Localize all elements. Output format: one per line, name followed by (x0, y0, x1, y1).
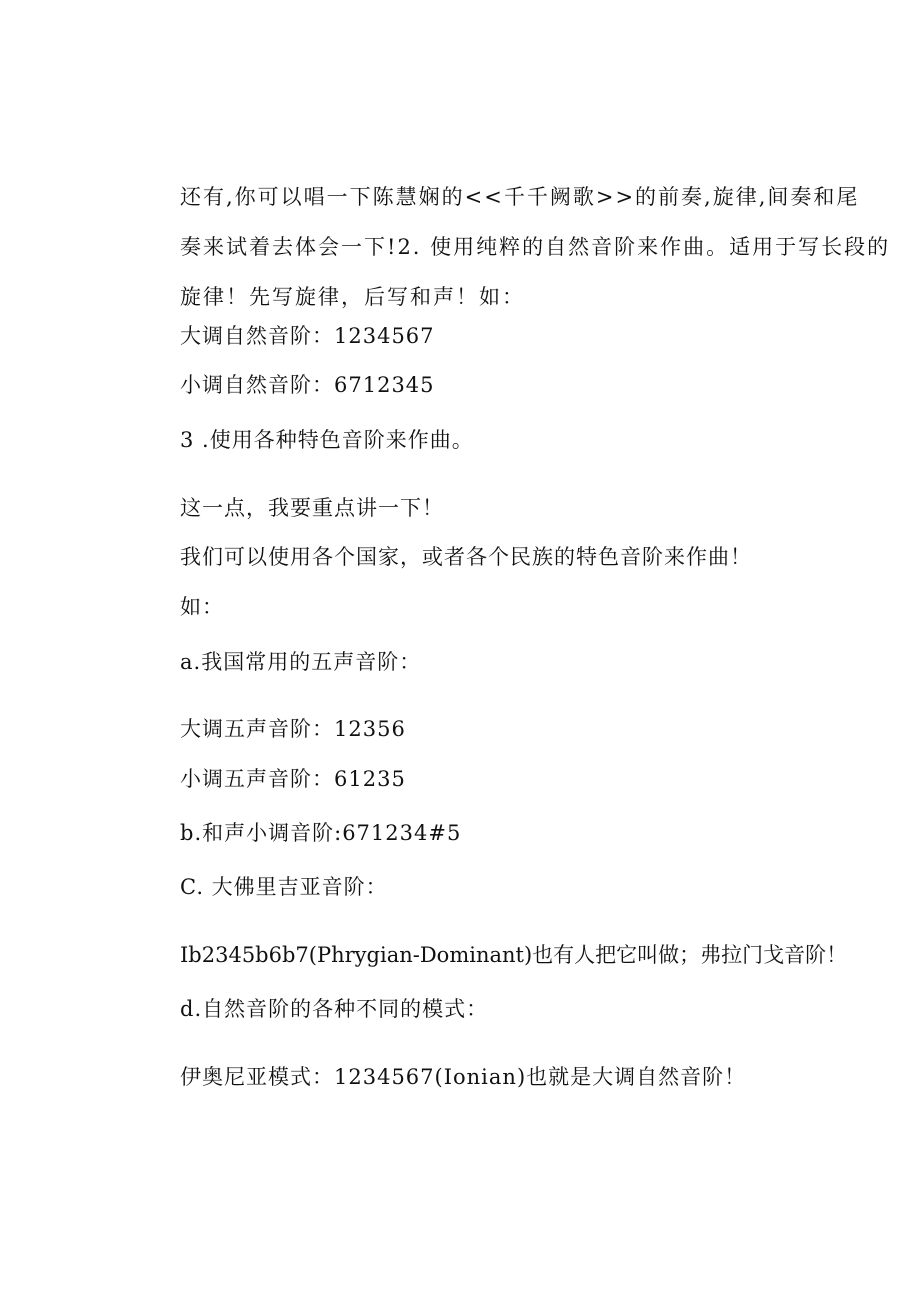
item-a-heading: a.我国常用的五声音阶： (180, 650, 422, 674)
paragraph-line-1: 还有,你可以唱一下陈慧娴的<<千千阙歌>>的前奏,旋律,间奏和尾 (180, 185, 860, 209)
item-b: b.和声小调音阶:671234#5 (180, 821, 462, 845)
example-label: 如： (180, 595, 224, 619)
intro-line: 我们可以使用各个国家，或者各个民族的特色音阶来作曲！ (180, 545, 752, 569)
minor-natural-scale: 小调自然音阶：6712345 (180, 373, 435, 397)
minor-pentatonic: 小调五声音阶：61235 (180, 767, 406, 791)
major-pentatonic: 大调五声音阶：12356 (180, 717, 406, 741)
major-natural-scale: 大调自然音阶：1234567 (180, 324, 435, 348)
section-3-heading: 3 .使用各种特色音阶来作曲。 (180, 428, 474, 452)
paragraph-line-2: 奏来试着去体会一下!2. 使用纯粹的自然音阶来作曲。适用于写长段的 (180, 235, 891, 259)
ionian-line: 伊奥尼亚模式：1234567(Ionian)也就是大调自然音阶！ (180, 1065, 747, 1089)
item-c-heading: C. 大佛里吉亚音阶： (180, 875, 388, 899)
item-d-heading: d.自然音阶的各种不同的模式： (180, 997, 489, 1021)
intro-paragraph (180, 172, 891, 322)
item-c-body: Ib2345b6b7(Phrygian-Dominant)也有人把它叫做；弗拉门戈音阶！ (180, 943, 848, 967)
emphasis-line: 这一点，我要重点讲一下！ (180, 496, 444, 520)
paragraph-line-3: 旋律！先写旋律，后写和声！如： (180, 285, 525, 309)
